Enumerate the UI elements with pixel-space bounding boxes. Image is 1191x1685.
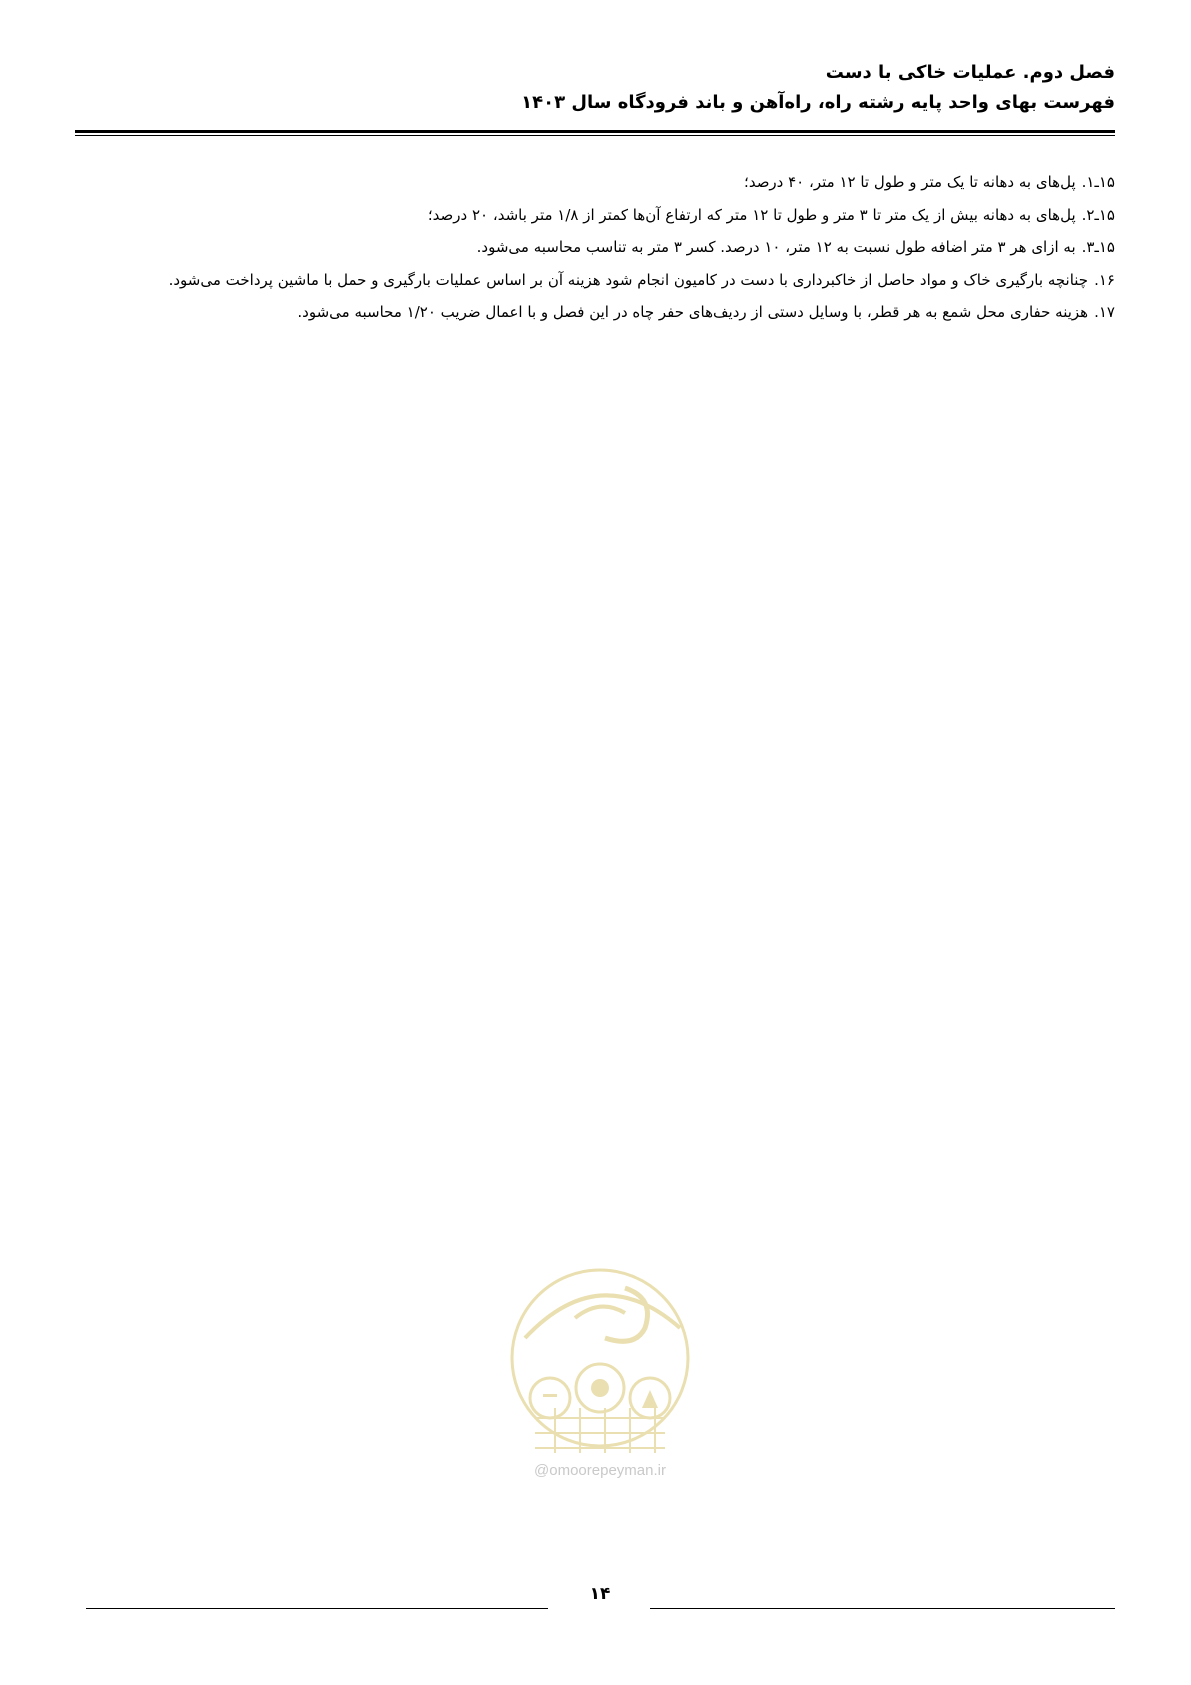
paragraph-16	[75, 264, 1115, 297]
header-double-rule	[75, 130, 1115, 136]
footer-rule-right	[650, 1608, 1115, 1609]
document-title: فهرست بهای واحد پایه رشته راه، راه‌آهن و باند فرودگاه سال ۱۴۰۳	[521, 92, 1115, 113]
paragraph-number: ۱۷.	[1094, 303, 1115, 321]
paragraph-text: به ازای هر ۳ متر اضافه طول نسبت به ۱۲ متر، ۱۰ درصد. کسر ۳ متر به تناسب محاسبه می‌شود.	[476, 238, 1076, 256]
document-body	[75, 166, 1115, 329]
page-header	[75, 58, 1115, 118]
paragraph-17	[75, 296, 1115, 329]
page-number: ۱۴	[589, 1584, 611, 1604]
paragraph-text: پل‌های به دهانه بیش از یک متر تا ۳ متر و طول تا ۱۲ متر که ارتفاع آن‌ها کمتر از ۱/۸ متر باشد، ۲۰ درصد؛	[427, 205, 1076, 224]
watermark	[505, 1258, 695, 1488]
paragraph-text: هزینه حفاری محل شمع به هر قطر، با وسایل دستی از ردیف‌های حفر چاه در این فصل و با اعمال ضریب ۱/۲۰ محاسبه می‌شود.	[297, 303, 1089, 321]
paragraph-number: ۱۵ـ۳.	[1081, 238, 1115, 256]
paragraph-number: ۱۶.	[1094, 270, 1115, 289]
watermark-site: @omoorepeyman.ir	[534, 1462, 666, 1479]
paragraph-number: ۱۵ـ۱.	[1081, 173, 1115, 191]
omoorepeyman-logo-icon	[505, 1258, 695, 1458]
paragraph-15-3	[75, 231, 1115, 264]
paragraph-15-1	[75, 166, 1115, 199]
footer-rule-left	[86, 1608, 548, 1609]
paragraph-number: ۱۵ـ۲.	[1081, 205, 1115, 224]
paragraph-text: پل‌های به دهانه تا یک متر و طول تا ۱۲ متر، ۴۰ درصد؛	[744, 173, 1076, 191]
paragraph-15-2	[75, 199, 1115, 232]
paragraph-text: چنانچه بارگیری خاک و مواد حاصل از خاکبرداری با دست در کامیون انجام شود هزینه آن بر اساس عملیات بارگیری و حمل با ماشین پرداخت می‌شود.	[168, 270, 1089, 289]
chapter-title: فصل دوم. عملیات خاکی با دست	[825, 62, 1115, 83]
